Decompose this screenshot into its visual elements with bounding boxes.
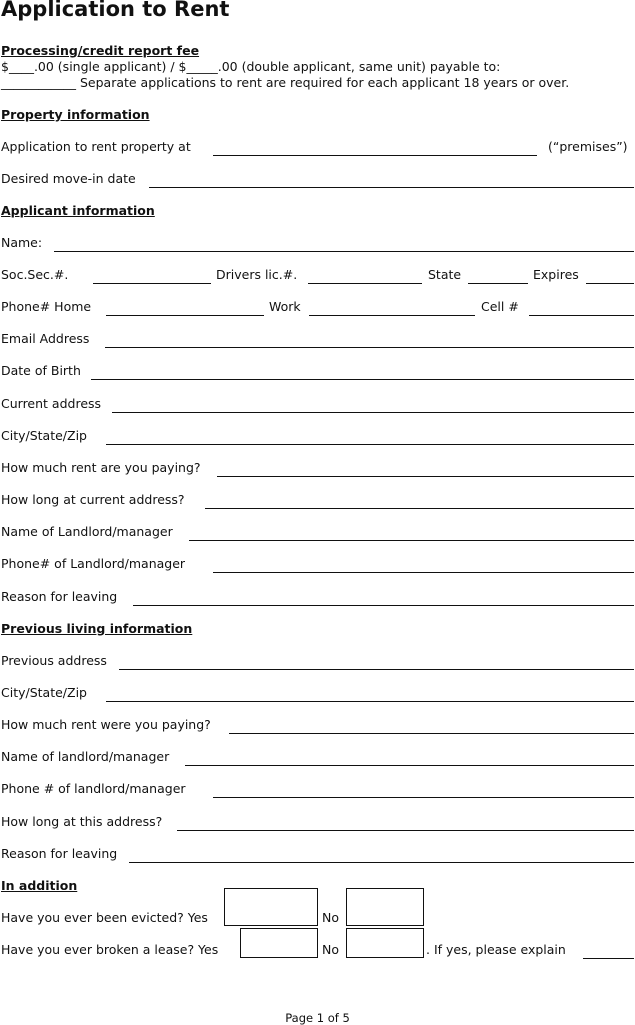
fee-heading: Processing/credit report fee: [1, 43, 200, 58]
prev-city-label: City/State/Zip: [1, 685, 87, 700]
evicted-label: Have you ever been evicted? Yes: [1, 910, 208, 925]
state-field[interactable]: [468, 283, 528, 284]
rent-paying-label: How much rent are you paying?: [1, 460, 201, 475]
cell-label: Cell #: [481, 299, 519, 314]
ssn-field[interactable]: [93, 283, 211, 284]
state-label: State: [428, 267, 462, 282]
city-label: City/State/Zip: [1, 428, 87, 443]
reason-label: Reason for leaving: [1, 589, 118, 604]
rent-paying-field[interactable]: [217, 476, 634, 477]
broken-no-box[interactable]: [346, 928, 424, 958]
prev-city-field[interactable]: [106, 701, 634, 702]
fee-line-1: $____.00 (single applicant) / $_____.00 (double applicant, same unit) payable to:: [1, 59, 501, 74]
drivers-label: Drivers lic.#.: [216, 267, 298, 282]
name-label: Name:: [1, 235, 43, 250]
landlord-phone-field[interactable]: [213, 572, 634, 573]
move-in-field[interactable]: [149, 187, 634, 188]
expires-label: Expires: [533, 267, 579, 282]
previous-heading: Previous living information: [1, 621, 193, 636]
prev-address-label: Previous address: [1, 653, 107, 668]
ssn-label: Soc.Sec.#.: [1, 267, 69, 282]
explain-label: . If yes, please explain: [426, 942, 566, 957]
explain-field[interactable]: [583, 958, 634, 959]
landlord-name-label: Name of Landlord/manager: [1, 524, 173, 539]
prev-landlord-name-label: Name of landlord/manager: [1, 749, 170, 764]
prev-landlord-name-field[interactable]: [185, 765, 634, 766]
prev-address-field[interactable]: [119, 669, 634, 670]
page-number: Page 1 of 5: [285, 1011, 350, 1025]
premises-label: (“premises”): [548, 139, 628, 154]
prev-rent-label: How much rent were you paying?: [1, 717, 211, 732]
broken-yes-box[interactable]: [240, 928, 318, 958]
prev-reason-field[interactable]: [129, 862, 634, 863]
how-long-label: How long at current address?: [1, 492, 185, 507]
cell-field[interactable]: [529, 315, 634, 316]
broken-no-label: No: [322, 942, 339, 957]
landlord-phone-label: Phone# of Landlord/manager: [1, 556, 186, 571]
email-label: Email Address: [1, 331, 90, 346]
current-address-label: Current address: [1, 396, 102, 411]
page-title: Application to Rent: [1, 0, 230, 21]
current-address-field[interactable]: [112, 412, 634, 413]
prev-landlord-phone-label: Phone # of landlord/manager: [1, 781, 186, 796]
prev-reason-label: Reason for leaving: [1, 846, 118, 861]
name-field[interactable]: [54, 251, 634, 252]
work-label: Work: [269, 299, 301, 314]
prev-landlord-phone-field[interactable]: [213, 797, 634, 798]
landlord-name-field[interactable]: [189, 540, 634, 541]
prev-rent-field[interactable]: [229, 733, 634, 734]
move-in-label: Desired move-in date: [1, 171, 136, 186]
expires-field[interactable]: [586, 283, 634, 284]
work-field[interactable]: [309, 315, 475, 316]
phone-home-label: Phone# Home: [1, 299, 92, 314]
dob-field[interactable]: [91, 379, 634, 380]
prev-how-long-label: How long at this address?: [1, 814, 163, 829]
rent-property-field[interactable]: [213, 155, 537, 156]
rent-property-label: Application to rent property at: [1, 139, 191, 154]
prev-how-long-field[interactable]: [177, 830, 634, 831]
addition-heading: In addition: [1, 878, 78, 893]
evicted-no-box[interactable]: [346, 888, 424, 926]
drivers-field[interactable]: [308, 283, 422, 284]
fee-line-2: ____________ Separate applications to rent are required for each applicant 18 years or over.: [1, 75, 570, 90]
evicted-no-label: No: [322, 910, 339, 925]
reason-field[interactable]: [133, 605, 634, 606]
applicant-heading: Applicant information: [1, 203, 155, 218]
email-field[interactable]: [105, 347, 634, 348]
property-heading: Property information: [1, 107, 150, 122]
city-field[interactable]: [106, 444, 634, 445]
dob-label: Date of Birth: [1, 363, 81, 378]
evicted-yes-box[interactable]: [224, 888, 318, 926]
broken-lease-label: Have you ever broken a lease? Yes: [1, 942, 219, 957]
how-long-field[interactable]: [205, 508, 634, 509]
phone-home-field[interactable]: [106, 315, 264, 316]
